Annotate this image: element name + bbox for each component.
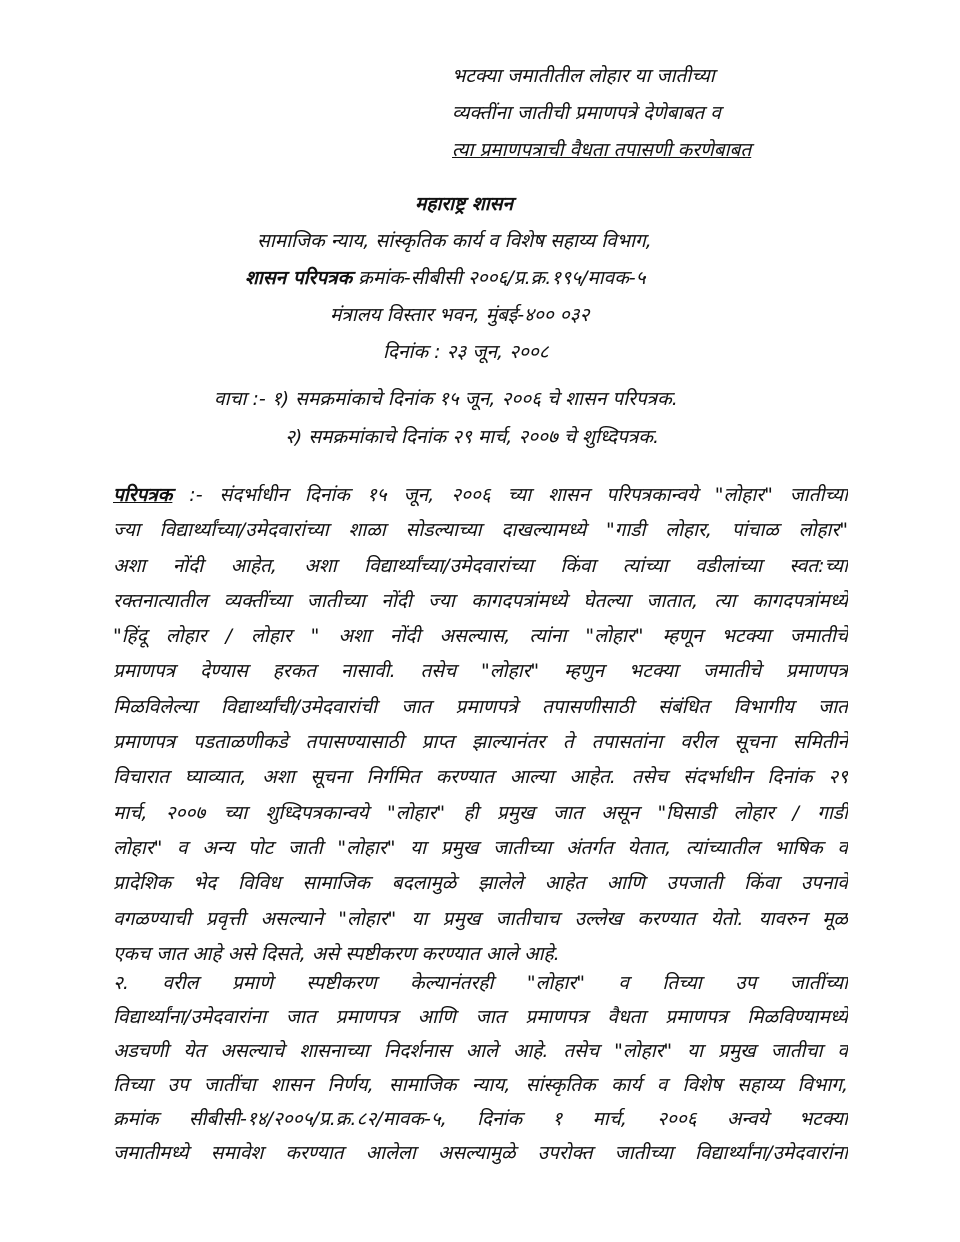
department-name: सामाजिक न्याय, सांस्कृतिक कार्य व विशेष सहाय्य विभाग, [257,230,652,252]
subject-line-2: व्यक्तींना जातीची प्रमाणपत्रे देणेबाबत व [452,102,721,124]
paragraph-line: प्रादेशिक भेद विविध सामाजिक बदलामुळे झालेले आहेत आणि उपजाती किंवा उपनावे [113,872,848,895]
circular-number-text: क्रमांक-सीबीसी २००६/प्र.क्र.१९५/मावक-५ [352,267,646,289]
paragraph-1 [113,478,848,972]
paragraph-line: अडचणी येत असल्याचे शासनाच्या निदर्शनास आले आहे. तसेच "लोहार" या प्रमुख जातीचा व [113,1040,848,1062]
paragraph-line: तिच्या उप जातींचा शासन निर्णय, सामाजिक न्याय, सांस्कृतिक कार्य व विशेष सहाय्य विभाग, [113,1074,848,1096]
paragraph-line: वगळण्याची प्रवृत्ती असल्याने "लोहार" या प्रमुख जातीचाच उल्लेख करण्यात येतो. यावरुन मूळ [113,907,848,930]
paragraph-line: २. वरील प्रमाणे स्पष्टीकरण केल्यानंतरही "लोहार" व तिच्या उप जातींच्या [113,972,848,994]
reference-1: वाचा :- १) समक्रमांकाचे दिनांक १५ जून, २००६ चे शासन परिपत्रक. [214,388,678,410]
document-header [0,186,960,371]
paragraph-line: अशा नोंदी आहेत, अशा विद्यार्थ्यांच्या/उमेदवारांच्या किंवा त्यांच्या वडीलांच्या स्वत:च्या [113,554,848,577]
paragraph-line: जमातीमध्ये समावेश करण्यात आलेला असल्यामुळे उपरोक्त जातीच्या विद्यार्थ्यांना/उमेदवारांना [113,1142,848,1164]
paragraph-line: विचारात घ्याव्यात, अशा सूचना निर्गमित करण्यात आल्या आहेत. तसेच संदर्भाधीन दिनांक २९ [113,766,848,789]
office-address: मंत्रालय विस्तार भवन, मुंबई-४०० ०३२ [330,304,590,326]
paragraph-line: प्रमाणपत्र देण्यास हरकत नासावी. तसेच "लोहार" म्हणुन भटक्या जमातीचे प्रमाणपत्र [113,660,848,683]
subject-line-3: त्या प्रमाणपत्राची वैधता तपासणी करणेबाबत [452,139,752,161]
reference-2: २) समक्रमांकाचे दिनांक २९ मार्च, २००७ चे शुध्दिपत्रक. [285,426,660,448]
paragraph-1-lead-text: :- संदर्भाधीन दिनांक १५ जून, २००६ च्या शासन परिपत्रकान्वये "लोहार" जातीच्या [172,484,848,506]
paragraph-line: एकच जात आहे असे दिसते, असे स्पष्टीकरण करण्यात आले आहे. [113,942,560,965]
government-name: महाराष्ट्र शासन [415,193,514,215]
references-block [0,380,960,456]
paragraph-line: विद्यार्थ्यांना/उमेदवारांना जात प्रमाणपत्र आणि जात प्रमाणपत्र वैधता प्रमाणपत्र मिळविण्यामध्ये [113,1006,848,1028]
paragraph-line: मार्च, २००७ च्या शुध्दिपत्रकान्वये "लोहार" ही प्रमुख जात असून "घिसाडी लोहार / गाडी [113,801,848,824]
circular-lead-label: परिपत्रक [113,484,173,506]
paragraph-line: मिळविलेल्या विद्यार्थ्यांची/उमेदवारांची जात प्रमाणपत्रे तपासणीसाठी संबंधित विभागीय जात [113,695,848,718]
paragraph-2 [113,966,848,1170]
circular-label: शासन परिपत्रक [245,267,353,289]
paragraph-line: प्रमाणपत्र पडताळणीकडे तपासण्यासाठी प्राप्त झाल्यानंतर ते तपासतांना वरील सूचना समितीने [113,731,848,754]
paragraph-1-first-line [113,478,848,513]
issue-date: दिनांक : २३ जून, २००८ [383,341,549,363]
paragraph-line: "हिंदू लोहार / लोहार " अशा नोंदी असल्यास, त्यांना "लोहार" म्हणून भटक्या जमातीचे [113,625,848,648]
paragraph-line: लोहार" व अन्य पोट जाती "लोहार" या प्रमुख जातीच्या अंतर्गत येतात, त्यांच्यातील भाषिक व [113,836,848,859]
paragraph-line: रक्तनात्यातील व्यक्तींच्या जातीच्या नोंदी ज्या कागदपत्रांमध्ये घेतल्या जातात, त्या कागदपत्रांमध्ये [113,589,848,612]
paragraph-line: ज्या विद्यार्थ्यांच्या/उमेदवारांच्या शाळा सोडल्याच्या दाखल्यामध्ये "गाडी लोहार, पांचाळ लोहार" [113,519,848,542]
paragraph-line: क्रमांक सीबीसी-१४/२००५/प्र.क्र.८२/मावक-५, दिनांक १ मार्च, २००६ अन्वये भटक्या [113,1108,848,1130]
subject-line-1: भटक्या जमातीतील लोहार या जातीच्या [452,65,715,87]
circular-number [0,260,960,297]
subject-block [452,58,872,169]
